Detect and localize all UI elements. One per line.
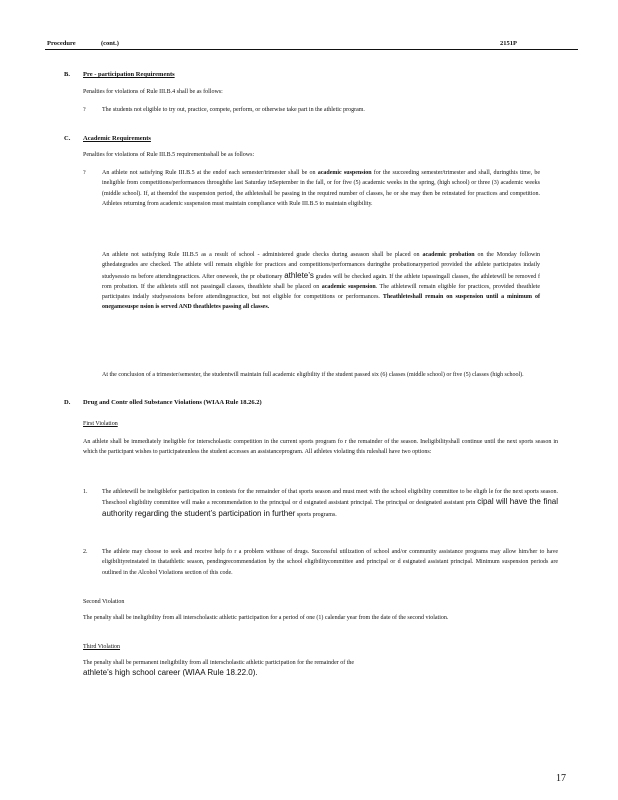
option-2-number: 2. xyxy=(83,549,88,555)
academic-probation-paragraph: An athlete not satisfying Rule III.B.5 as a result of school - administered grade checks during aseason shall be placed on academic probation on the Monday followin gthedategrades are checked. The athlete will remain eligible for practices and competitions/performances duringthe probationaryperiod provided the athlete participates indaily studysessio ns before attendingpractices. After oneweek, the pr obationary athlete’s grades will be checked again. If the athlete ispassingall classes, the athletewill be removed f rom probation. If the athleteis still not passingall classes, theathlete shall be placed on academic suspension. The athletewill remain eligible for practices, provided theathlete participates indaily studysessions before attendingpractice, but not eligible for competitions or performances. Theathleteshall remain on suspension until a minimum of onegamesuspe nsion is served AND theathletes passing all classes. xyxy=(102,252,541,311)
section-b-letter: B. xyxy=(64,71,70,78)
page-number: 17 xyxy=(556,773,566,784)
section-c-title: Academic Requirements xyxy=(83,135,151,142)
academic-suspension-paragraph: An athlete not satisfying Rule III.B.5 at the endof each semester/trimester shall be on academic suspension for the succeeding semester/trimester and shall, duringthis time, be ineligible from competitions/performances throughthe last Saturday inSeptember in the fall, or for five (5) academic weeks in the spring, (high school) or three (3) academic weeks (middle school). If, at theendof the suspension period, the athleteshall be passing in the required number of classes, he or she may then be reinstated for practices and competition. Athletes returning from academic suspension must maintain compliance with Rule III.B.5 to maintain eligibility. xyxy=(102,170,540,207)
option-1-number: 1. xyxy=(83,489,88,495)
section-d-letter: D. xyxy=(64,399,71,406)
option-1-text: The athletewill be ineligiblefor participation in contests for the remainder of that sports season and must meet with the school eligibility committee to be eligib le for the next sports season. Theschool eligibility committee will make a recommendation to the principal or d esignated assistant principal. The principal or designated assistant prin cipal will have the final authority regarding the student’s participation in further sports programs. xyxy=(102,489,559,518)
procedure-label: Procedure xyxy=(47,40,76,47)
second-violation-heading: Second Violation xyxy=(83,599,125,605)
third-violation-heading: Third Violation xyxy=(83,644,121,650)
option-2-text: The athlete may choose to seek and receive help fo r a problem withuse of drugs. Successful utilization of school and/or community assistance programs may allow him/her to have eligibilityreinstated in thatathletic season, pendingrecommendation by the school eligibilitycommittee and principal or d esignated assistant principal. Minimum suspension periods are outlined in the Alcohol Violations section of this code. xyxy=(102,549,558,576)
cont-label: (cont.) xyxy=(101,40,119,47)
section-b-title: Pre - participation Requirements xyxy=(83,71,175,78)
section-b-bullet-mark: ? xyxy=(83,107,86,113)
suspension-minimum-rule: Theathleteshall remain on suspension until a minimum of onegamesuspe nsion is served AND theathletes passing all classes. xyxy=(102,294,540,311)
third-violation-paragraph: The penalty shall be permanent ineligibility from all interscholastic athletic participation for the remainder of the athlete’s high school career (WIAA Rule 18.22.0). xyxy=(83,660,355,678)
section-b-intro: Penalties for violations of Rule III.B.4 shall be as follows: xyxy=(83,89,223,95)
policy-number: 2151P xyxy=(500,40,517,47)
section-c-bullet-mark: ? xyxy=(83,170,86,176)
section-c-letter: C. xyxy=(64,135,71,142)
first-violation-heading: First Violation xyxy=(83,421,118,427)
second-violation-paragraph: The penalty shall be ineligibility from all interscholastic athletic participation for a period of one (1) calendar year from the date of the second violation. xyxy=(83,615,449,621)
section-c-intro: Penalties for violations of Rule III.B.5 requirementsshall be as follows: xyxy=(83,152,255,158)
section-b-bullet-text: The students not eligible to try out, practice, compete, perform, or otherwise take part in the athletic program. xyxy=(102,107,365,113)
academic-probation-term: academic probation xyxy=(422,252,475,258)
header-rule xyxy=(45,49,578,50)
first-violation-paragraph: An athlete shall be immediately ineligible for interscholastic competition in the current sports program fo r the remainder of the season. Ineligibilityshall continue until the next sports season in which the participant wishes to participateunless the student accesses an assistanceprogram. All athletes violating this ruleshall have two options: xyxy=(83,439,558,456)
full-eligibility-paragraph: At the conclusion of a trimester/semester, the studentwill maintain full academic eligibility if the student passed six (6) classes (middle school) or five (5) classes (high school). xyxy=(102,372,524,378)
section-d-title: Drug and Contr olled Substance Violations (WIAA Rule 18.26.2) xyxy=(83,399,262,406)
academic-suspension-term: academic suspension xyxy=(317,170,372,176)
